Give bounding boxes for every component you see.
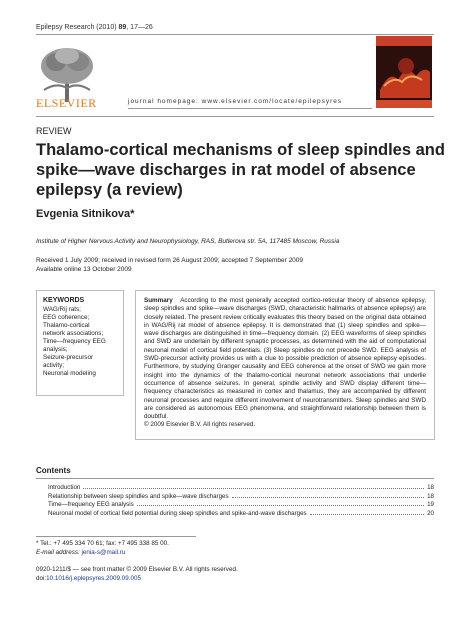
author-affiliation: Institute of Higher Nervous Activity and Neurophysiology, RAS, Butlerova str. 5A, 117485 Moscow, Russia xyxy=(36,238,340,245)
article-history xyxy=(36,256,303,274)
journal-citation xyxy=(36,24,153,31)
doi-label: doi: xyxy=(36,574,47,582)
keyword-item: analysis; xyxy=(43,346,68,353)
toc-entry-title: Neuronal model of cortical field potential during sleep spindles and spike-and-wave discharges xyxy=(48,509,307,517)
contents-heading: Contents xyxy=(36,466,71,475)
toc-entry-title: Introduction xyxy=(48,484,81,491)
footnote-contact: * Tel.: +7 495 334 70 61; fax: +7 495 338 85 00. xyxy=(36,540,169,547)
keyword-item: Thalamo-cortical xyxy=(43,322,90,329)
keyword-item: EEG coherence; xyxy=(43,314,90,321)
toc-entry-page: 19 xyxy=(427,501,434,508)
email-label: E-mail address: xyxy=(36,548,82,556)
abstract-box xyxy=(135,290,435,440)
toc-entry-title: Relationship between sleep spindles and spike—wave discharges xyxy=(48,492,229,500)
header-top-rule xyxy=(36,34,434,35)
toc-entry-page: 20 xyxy=(427,509,434,517)
abstract-text: According to the most generally accepted cortico-reticular theory of absence epilepsy, sleep spindles and spike—wave discharges (SWD, characteristic hallmarks of absence epilepsy) are closely related. The present review critically evaluates this theory based on the original data obtained in WAG/Rij rat model of absence epilepsy. It is demonstrated that (1) sleep spindles and spike—wave discharges are distinguished in time—frequency domain. (2) EEG waveforms of sleep spindles and SWD are underlain by different synaptic processes, as determined with the aid of computational neuronal model of cortical field potentials. (3) Sleep spindles do not precede SWD. EEG analysis of SWD-precursor activity provides us with a clue to possible prediction of absence epilepsy episodes. Furthermore, by studying Granger causality and EEG coherence at the onset of SWD we gain more insight into the dynamics of the thalamo-cortical neuronal network associations that underlie occurrence of absence seizures. In general, spindle activity and SWD display different time—frequency characteristics as measured in cortex and thalamus, they are accompanied by different neuronal processes and require different involvement of neurotransmitters. Sleep spindles and SWD are considered as autonomous EEG phenomena, and straightforward relationship between them is doubtful. xyxy=(144,297,426,421)
journal-name: Epilepsy Research (2010) xyxy=(36,24,117,31)
contents-rule xyxy=(36,478,434,479)
author-name-text: Evgenia Sitnikova xyxy=(36,208,131,220)
toc-entry-title: Time—frequency EEG analysis xyxy=(48,501,134,508)
article-title: Thalamo-cortical mechanisms of sleep spindles and spike—wave discharges in rat model of absence epilepsy (a review) xyxy=(36,141,445,199)
author-footnote xyxy=(36,540,169,557)
keywords-heading: KEYWORDS xyxy=(43,297,85,304)
article-type: REVIEW xyxy=(36,126,72,136)
footnote-email-line xyxy=(36,549,169,558)
keyword-item: Time—frequency EEG xyxy=(43,338,106,345)
journal-volume: 89 xyxy=(118,24,127,31)
masthead-bottom-rule xyxy=(36,116,434,117)
elsevier-tree-logo-icon xyxy=(36,44,98,104)
received-dates: Received 1 July 2009; received in revised form 26 August 2009; accepted 7 September 2009 xyxy=(36,257,304,264)
keywords-box xyxy=(36,290,124,396)
table-of-contents xyxy=(36,484,434,518)
journal-pages: , 17—26 xyxy=(126,24,153,31)
toc-entry[interactable] xyxy=(36,493,434,502)
keyword-item: Seizure-precursor xyxy=(43,354,94,361)
toc-entry[interactable] xyxy=(36,501,434,510)
email-link[interactable]: jenia-s@mail.ru xyxy=(81,548,126,556)
online-date: Available online 13 October 2009 xyxy=(36,266,132,273)
keyword-item: activity; xyxy=(43,362,64,369)
keyword-item: network associations; xyxy=(43,330,104,337)
publisher-wordmark: ELSEVIER xyxy=(36,96,97,110)
author-name xyxy=(36,208,134,220)
journal-cover-image xyxy=(376,36,432,108)
abstract-label: Summary xyxy=(144,297,173,304)
toc-entry[interactable] xyxy=(36,510,434,519)
author-footnote-marker[interactable]: * xyxy=(130,208,135,220)
footnote-rule xyxy=(36,536,196,537)
toc-entry-page: 18 xyxy=(427,484,434,491)
doi-link[interactable]: 10.1016/j.eplepsyres.2009.09.005 xyxy=(46,574,142,582)
toc-entry-page: 18 xyxy=(427,492,434,500)
article-identifiers xyxy=(36,566,238,583)
journal-homepage[interactable]: journal homepage: www.elsevier.com/locate/epilepsyres xyxy=(128,98,343,105)
keyword-item: Neuronal modeling xyxy=(43,370,96,377)
abstract-copyright: © 2009 Elsevier B.V. All rights reserved. xyxy=(144,421,256,429)
keyword-item: WAG/Rij rats; xyxy=(43,306,81,313)
homepage-rule xyxy=(128,108,372,109)
issn-line: 0920-1211/$ — see front matter © 2009 Elsevier B.V. All rights reserved. xyxy=(36,566,238,573)
toc-entry[interactable] xyxy=(36,484,434,493)
doi-line xyxy=(36,575,238,584)
